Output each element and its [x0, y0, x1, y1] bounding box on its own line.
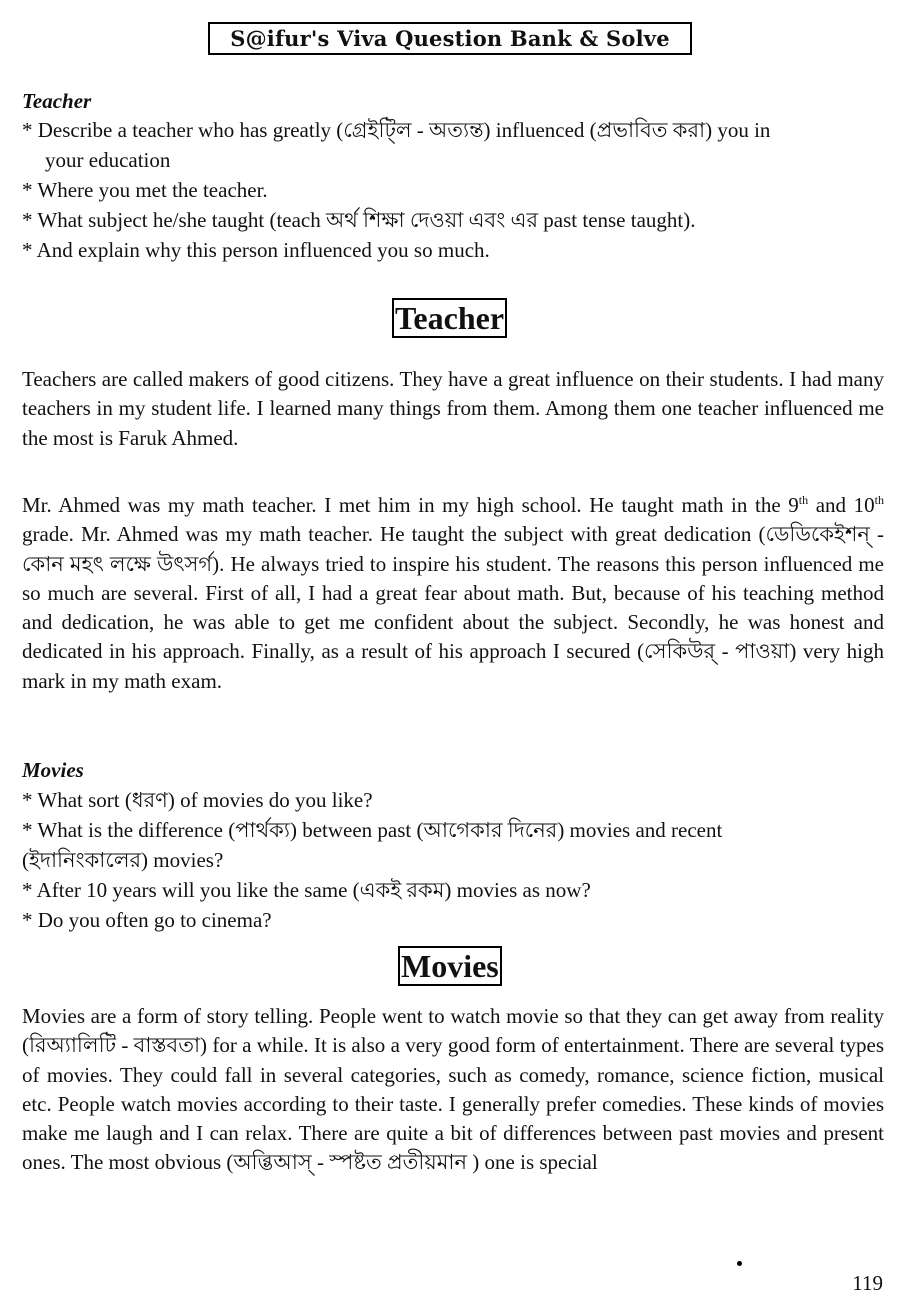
boxed-title-teacher: Teacher	[392, 298, 507, 338]
question-item	[22, 115, 892, 175]
question-continuation: (ইদানিংকালের) movies?	[22, 848, 224, 872]
question-continuation: your education	[45, 148, 171, 172]
movies-paragraph-1: Movies are a form of story telling. People went to watch movie so that they can get away from reality (রিঅ্যালিটি - বাস্তবতা) for a while. It is also a very good form of entertainment. There are several types of movies. They could fall in several categories, such as comedy, romance, science fiction, musical etc. People watch movies according to their taste. I generally prefer comedies. These kinds of movies make me laugh and I can relax. There are quite a bit of differences between past movies and present ones. The most obvious (অব্ভিআস্ - স্পষ্টত প্রতীয়মান ) one is special	[22, 1004, 884, 1175]
question-item	[22, 235, 892, 265]
question-text: * What subject he/she taught (teach অর্থ শিক্ষা দেওয়া এবং এর past tense taught).	[22, 208, 696, 232]
question-text: * Do you often go to cinema?	[22, 908, 272, 932]
movies-question-list	[22, 785, 892, 935]
question-item	[22, 815, 892, 875]
header-title: S@ifur's Viva Question Bank & Solve	[208, 22, 692, 55]
boxed-title-movies: Movies	[398, 946, 502, 986]
teacher-paragraph-1: Teachers are called makers of good citizens. They have a great influence on their students. I had many teachers in my student life. I learned many things from them. Among them one teacher influenced me the most is Faruk Ahmed.	[22, 367, 884, 450]
ink-speck	[737, 1261, 742, 1266]
question-item	[22, 905, 892, 935]
question-text: * After 10 years will you like the same (একই রকম) movies as now?	[22, 878, 591, 902]
question-text: * And explain why this person influenced you so much.	[22, 238, 490, 262]
question-item	[22, 175, 892, 205]
question-text: * Describe a teacher who has greatly (গ্রেইট্লি - অত্যন্ত) influenced (প্রভাবিত করা) you in	[22, 118, 771, 142]
question-item	[22, 785, 892, 815]
question-text: * Where you met the teacher.	[22, 178, 268, 202]
question-text: * What sort (ধরণ) of movies do you like?	[22, 788, 373, 812]
section-label-teacher: Teacher	[22, 89, 92, 113]
question-item	[22, 205, 892, 235]
page-number: 119	[852, 1271, 883, 1295]
question-text: * What is the difference (পার্থক্য) between past (আগেকার দিনের) movies and recent	[22, 818, 723, 842]
question-item	[22, 875, 892, 905]
teacher-paragraph-2: Mr. Ahmed was my math teacher. I met him in my high school. He taught math in the 9th and 10th grade. Mr. Ahmed was my math teacher. He taught the subject with great dedication (ডেডিকেইশন্ - কোন মহৎ লক্ষে উৎসর্গ). He always tried to inspire his student. The reasons this person influenced me so much are several. First of all, I had a great fear about math. But, because of his teaching method and dedication, he was able to get me confident about the subject. Secondly, he was honest and dedicated in his approach. Finally, as a result of his approach I secured (সেকিউর্ - পাওয়া) very high mark in my math exam.	[22, 493, 884, 693]
section-label-movies: Movies	[22, 758, 84, 782]
teacher-question-list	[22, 115, 892, 265]
